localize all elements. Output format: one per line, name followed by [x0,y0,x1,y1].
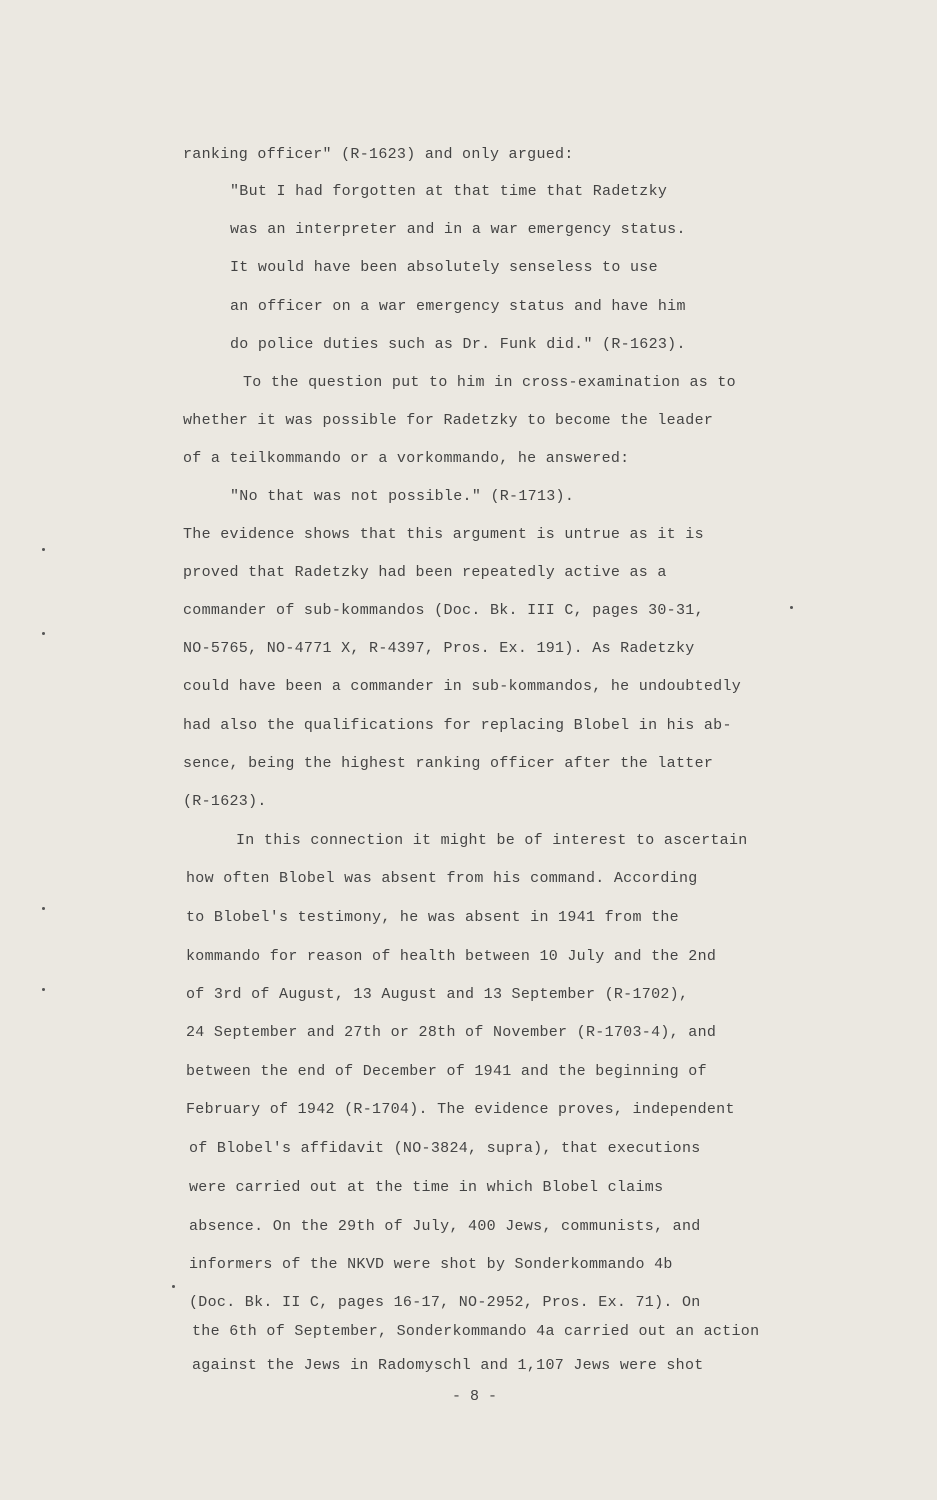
margin-speck [172,1285,175,1288]
text-line: an officer on a war emergency status and have him [230,298,686,315]
text-line: of Blobel's affidavit (NO-3824, supra), that executions [189,1140,701,1157]
text-line: how often Blobel was absent from his command. According [186,870,698,887]
text-line: of 3rd of August, 13 August and 13 September (R-1702), [186,986,689,1003]
text-line: (Doc. Bk. II C, pages 16-17, NO-2952, Pros. Ex. 71). On [189,1294,701,1311]
margin-speck [42,632,45,635]
text-line: sence, being the highest ranking officer after the latter [183,755,714,772]
text-line: To the question put to him in cross-examination as to [243,374,736,391]
margin-speck [790,606,793,609]
text-line: whether it was possible for Radetzky to become the leader [183,412,714,429]
text-line: In this connection it might be of interest to ascertain [236,832,748,849]
text-line: to Blobel's testimony, he was absent in 1941 from the [186,909,679,926]
text-line: had also the qualifications for replacing Blobel in his ab- [183,717,732,734]
page-number: - 8 - [452,1388,498,1405]
text-line: kommando for reason of health between 10 July and the 2nd [186,948,717,965]
text-line: February of 1942 (R-1704). The evidence proves, independent [186,1101,735,1118]
text-line: informers of the NKVD were shot by Sonderkommando 4b [189,1256,673,1273]
text-line: were carried out at the time in which Blobel claims [189,1179,664,1196]
text-line: 24 September and 27th or 28th of November (R-1703-4), and [186,1024,717,1041]
text-line: proved that Radetzky had been repeatedly active as a [183,564,667,581]
text-line: (R-1623). [183,793,267,810]
text-line: "But I had forgotten at that time that Radetzky [230,183,668,200]
margin-speck [42,988,45,991]
text-line: was an interpreter and in a war emergency status. [230,221,686,238]
text-line: between the end of December of 1941 and the beginning of [186,1063,707,1080]
text-line: ranking officer" (R-1623) and only argued: [183,146,574,163]
text-line: the 6th of September, Sonderkommando 4a carried out an action [192,1323,760,1340]
text-line: against the Jews in Radomyschl and 1,107 Jews were shot [192,1357,704,1374]
text-line: It would have been absolutely senseless to use [230,259,658,276]
text-line: "No that was not possible." (R-1713). [230,488,575,505]
text-line: absence. On the 29th of July, 400 Jews, communists, and [189,1218,701,1235]
text-line: could have been a commander in sub-kommandos, he undoubtedly [183,678,742,695]
margin-speck [42,548,45,551]
text-line: of a teilkommando or a vorkommando, he answered: [183,450,630,467]
text-line: The evidence shows that this argument is untrue as it is [183,526,704,543]
margin-speck [42,907,45,910]
text-line: commander of sub-kommandos (Doc. Bk. III C, pages 30-31, [183,602,704,619]
text-line: do police duties such as Dr. Funk did." (R-1623). [230,336,686,353]
text-line: NO-5765, NO-4771 X, R-4397, Pros. Ex. 191). As Radetzky [183,640,695,657]
